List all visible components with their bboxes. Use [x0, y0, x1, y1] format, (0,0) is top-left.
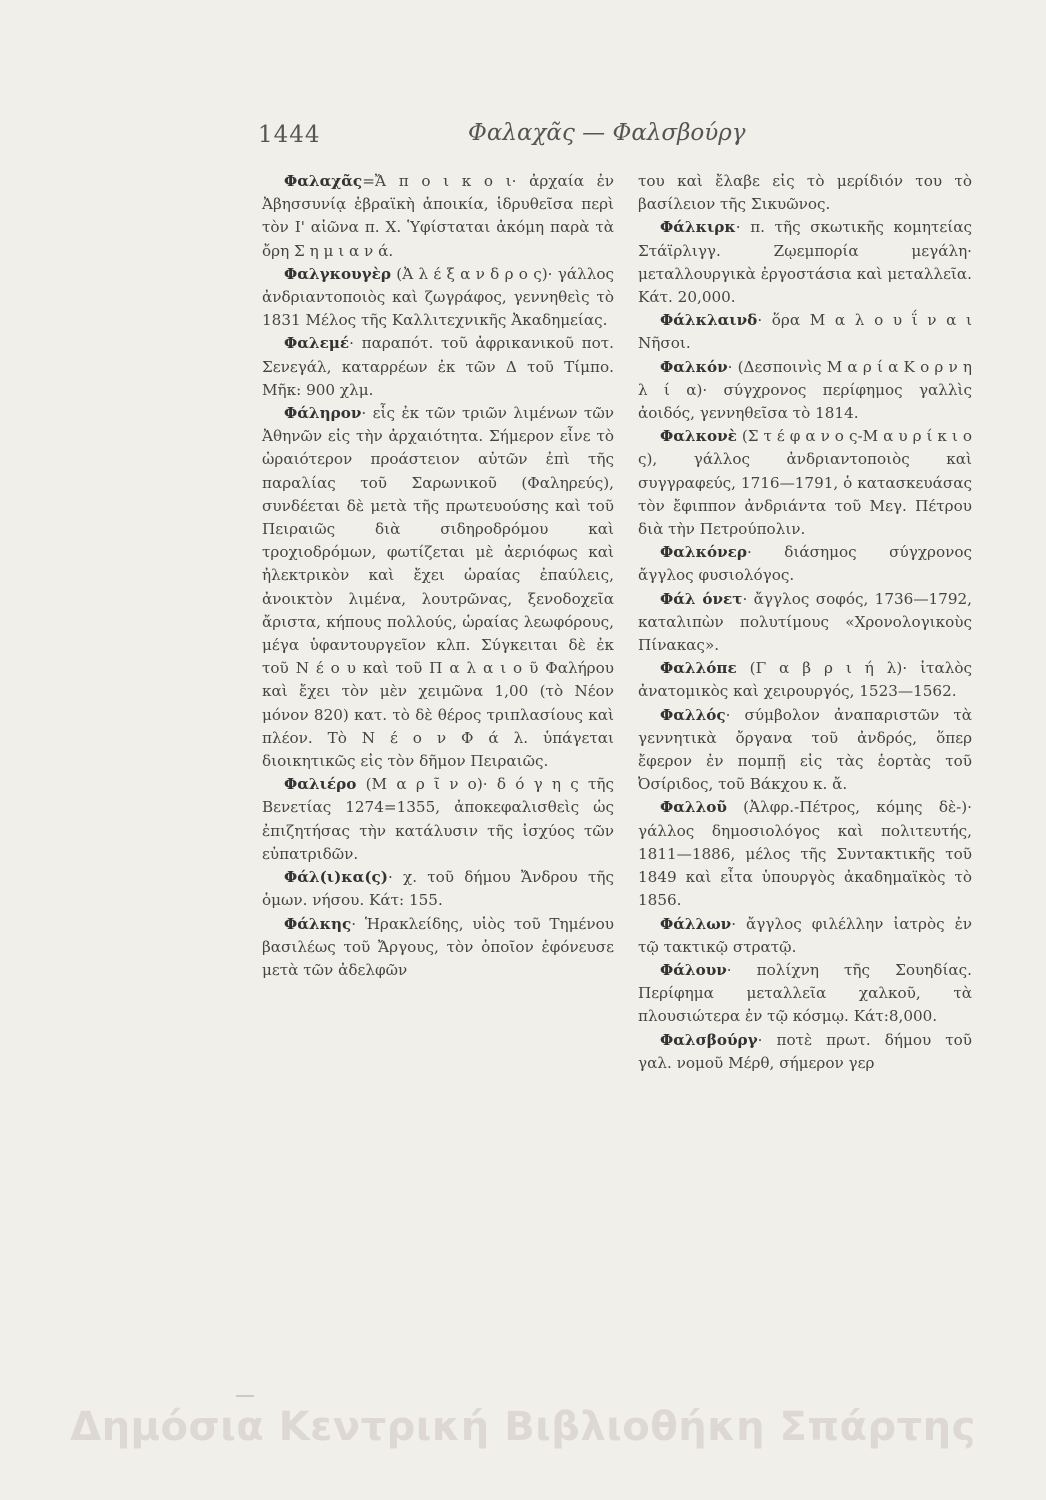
dictionary-entry	[638, 657, 972, 703]
entry-headword: Φαλκονὲ	[660, 427, 737, 446]
entry-headword: Φαλγκουγὲρ	[284, 264, 392, 283]
entry-text: · παραπότ. τοῦ ἀφρικανικοῦ ποτ. Σενεγάλ, καταρρέων ἐκ τῶν Δ τοῦ Τίμπο. Μῆκ: 900 χλμ.	[262, 334, 614, 399]
entry-headword: Φάλκλαινδ	[660, 311, 758, 330]
entry-text: · ὅρα Μ α λ ο υ ΐ ν α ι Νῆσοι.	[638, 311, 972, 353]
entry-headword: Φαλεμέ	[284, 334, 350, 353]
entry-headword: Φαλλόπε	[660, 659, 737, 678]
entry-text: · π. τῆς σκωτικῆς κομητείας Στάϊρλιγγ. Ζῳεμπορία μεγάλη· μεταλλουργικὰ ἐργοστάσια καὶ μεταλλεῖα. Κάτ. 20,000.	[638, 218, 972, 307]
dictionary-entry	[262, 913, 614, 983]
entry-headword: Φάλ(ι)κα(ς)	[284, 868, 388, 887]
dictionary-entry	[638, 356, 972, 426]
dictionary-entry	[638, 170, 972, 216]
dictionary-entry	[262, 773, 614, 866]
dictionary-entry	[638, 309, 972, 355]
page-number: 1444	[258, 122, 321, 148]
entry-text: (Μ α ρ ῖ ν ο)· δ ό γ η ς τῆς Βενετίας 1274=1355, ἀποκεφαλισθεὶς ὡς ἐπιζητήσας τὴν κατάλυσιν τῆς ἰσχύος τῶν εὐπατριδῶν.	[262, 775, 614, 863]
entry-headword: Φαλκόν	[660, 357, 728, 376]
entry-headword: Φαλλός	[660, 705, 726, 724]
entry-headword: Φαλσβούργ	[660, 1030, 758, 1049]
entry-text: · ἄγγλος σοφός, 1736—1792, καταλιπὼν πολυτίμους «Χρονολογικοὺς Πίνακας».	[638, 589, 972, 655]
dictionary-entry	[262, 402, 614, 773]
entry-text: · εἷς ἐκ τῶν τριῶν λιμένων τῶν Ἀθηνῶν εἰς τὴν ἀρχαιότητα. Σήμερον εἶνε τὸ ὡραιότερον προάστειον αὐτῶν ἐπὶ τῆς παραλίας τοῦ Σαρωνικοῦ (Φαληρεύς), συνδέεται δὲ μετὰ τῆς πρωτευούσης καὶ τοῦ Πειραιῶς διὰ σιδηροδρόμου καὶ τροχιοδρόμων, φωτίζεται μὲ ἀεριόφως καὶ ἠλεκτρικὸν καὶ ἔχει ὡραίας ἐπαύλεις, ἀνοικτὸν λιμένα, λουτρῶνας, ξενοδοχεῖα ἄριστα, κήπους πολλούς, ὡραίας λεωφόρους, μέγα ὑφαντουργεῖον κλπ. Σύγκειται δὲ ἐκ τοῦ Ν έ ο υ καὶ τοῦ Π α λ α ι ο ῦ Φαλήρου καὶ ἔχει τὸν μὲν χειμῶνα 1,00 (τὸ Νέον μόνον 820) κατ. τὸ δὲ θέρος τριπλασίους καὶ πλέον. Τὸ Ν έ ο ν Φ ά λ. ὑπάγεται διοικητικῶς εἰς τὸν δῆμον Πειραιῶς.	[262, 404, 614, 771]
dictionary-entry	[638, 216, 972, 309]
entry-text: · ἄγγλος φιλέλλην ἰατρὸς ἐν τῷ τακτικῷ στρατῷ.	[638, 914, 972, 956]
entry-text: =Ἄ π ο ι κ ο ι· ἀρχαία ἐν Ἀβησσυνίᾳ ἑβραϊκὴ ἀποικία, ἱδρυθεῖσα περὶ τὸν Ι' αἰῶνα π. Χ. Ὑφίσταται ἀκόμη παρὰ τὰ ὄρη Σ η μ ι α ν ά.	[262, 172, 614, 260]
dictionary-entry	[638, 704, 972, 797]
entry-headword: Φάλουν	[660, 960, 727, 979]
entry-text: · διάσημος σύγχρονος ἄγγλος φυσιολόγος.	[638, 543, 972, 585]
dictionary-entry	[262, 263, 614, 333]
dictionary-entry	[262, 170, 614, 263]
entry-headword: Φάλκιρκ	[660, 218, 736, 237]
entry-text: · πολίχνη τῆς Σουηδίας. Περίφημα μεταλλεῖα χαλκοῦ, τὰ πλουσιώτερα ἐν τῷ κόσμῳ. Κάτ:8,000.	[638, 960, 972, 1026]
entry-text: (Ἀ λ έ ξ α ν δ ρ ο ς)· γάλλος ἀνδριαντοποιὸς καὶ ζωγράφος, γεννηθεὶς τὸ 1831 Μέλος τῆς Καλλιτεχνικῆς Ἀκαδημείας.	[262, 264, 614, 330]
right-column	[638, 170, 972, 1075]
entry-headword: Φαλιέρο	[284, 775, 357, 794]
library-watermark: Δημόσια Κεντρική Βιβλιοθήκη Σπάρτης	[70, 1404, 976, 1450]
margin-mark	[236, 1395, 254, 1397]
entry-text: (Γ α β ρ ι ή λ)· ἰταλὸς ἀνατομικὸς καὶ χειρουργός, 1523—1562.	[638, 659, 972, 701]
dictionary-entry	[262, 866, 614, 912]
dictionary-entry	[638, 425, 972, 541]
entry-headword: Φάλλων	[660, 914, 732, 933]
entry-headword: Φάληρον	[284, 404, 362, 423]
dictionary-entry	[638, 1029, 972, 1075]
dictionary-entry	[638, 796, 972, 912]
dictionary-entry	[638, 913, 972, 959]
dictionary-entry	[638, 959, 972, 1029]
entry-headword: Φάλ όνετ	[660, 589, 743, 608]
entry-headword: Φάλκης	[284, 914, 352, 933]
entry-text: του καὶ ἔλαβε εἰς τὸ μερίδιόν του τὸ βασίλειον τῆς Σικυῶνος.	[638, 172, 972, 214]
entry-text: · Ἡρακλείδης, υἱὸς τοῦ Τημένου βασιλέως τοῦ Ἄργους, τὸν ὁποῖον ἐφόνευσε μετὰ τῶν ἀδελφῶν	[262, 914, 614, 979]
entry-text: · χ. τοῦ δήμου Ἄνδρου τῆς ὁμων. νήσου. Κάτ: 155.	[262, 868, 614, 910]
left-column	[262, 170, 614, 982]
entry-text: · σύμβολον ἀναπαριστῶν τὰ γεννητικὰ ὄργανα τοῦ ἀνδρός, ὅπερ ἔφερον ἐν πομπῇ εἰς τὰς ἑορτὰς τοῦ Ὀσίριδος, τοῦ Βάκχου κ. ἄ.	[638, 705, 972, 794]
entry-headword: Φαλαχᾶς	[284, 172, 363, 190]
entry-text: (Ἀλφρ.-Πέτρος, κόμης δὲ-)· γάλλος δημοσιολόγος καὶ πολιτευτής, 1811—1886, μέλος τῆς Συντακτικῆς τοῦ 1849 καὶ εἶτα ὑπουργὸς ἀκαδημαϊκὸς τὸ 1856.	[638, 798, 972, 910]
running-head: Φαλαχᾶς — Φαλσβούργ	[468, 120, 746, 146]
dictionary-entry	[638, 588, 972, 658]
dictionary-entry	[638, 541, 972, 587]
entry-headword: Φαλλοῦ	[660, 798, 727, 817]
entry-headword: Φαλκόνερ	[660, 543, 747, 562]
entry-text: · (Δεσποινὶς Μ α ρ ί α Κ ο ρ ν η λ ί α)· σύγχρονος περίφημος γαλλὶς ἀοιδός, γεννηθεῖσα τὸ 1814.	[638, 357, 972, 423]
entry-text: · ποτὲ πρωτ. δήμου τοῦ γαλ. νομοῦ Μέρθ, σήμερον γερ	[638, 1030, 972, 1072]
dictionary-entry	[262, 332, 614, 402]
entry-text: (Σ τ έ φ α ν ο ς-Μ α υ ρ ί κ ι ο ς), γάλλος ἀνδριαντοποιὸς καὶ συγγραφεύς, 1716—1791, ὁ κατασκευάσας τὸν ἔφιππον ἀνδριάντα τοῦ Μεγ. Πέτρου διὰ τὴν Πετρούπολιν.	[638, 427, 972, 539]
